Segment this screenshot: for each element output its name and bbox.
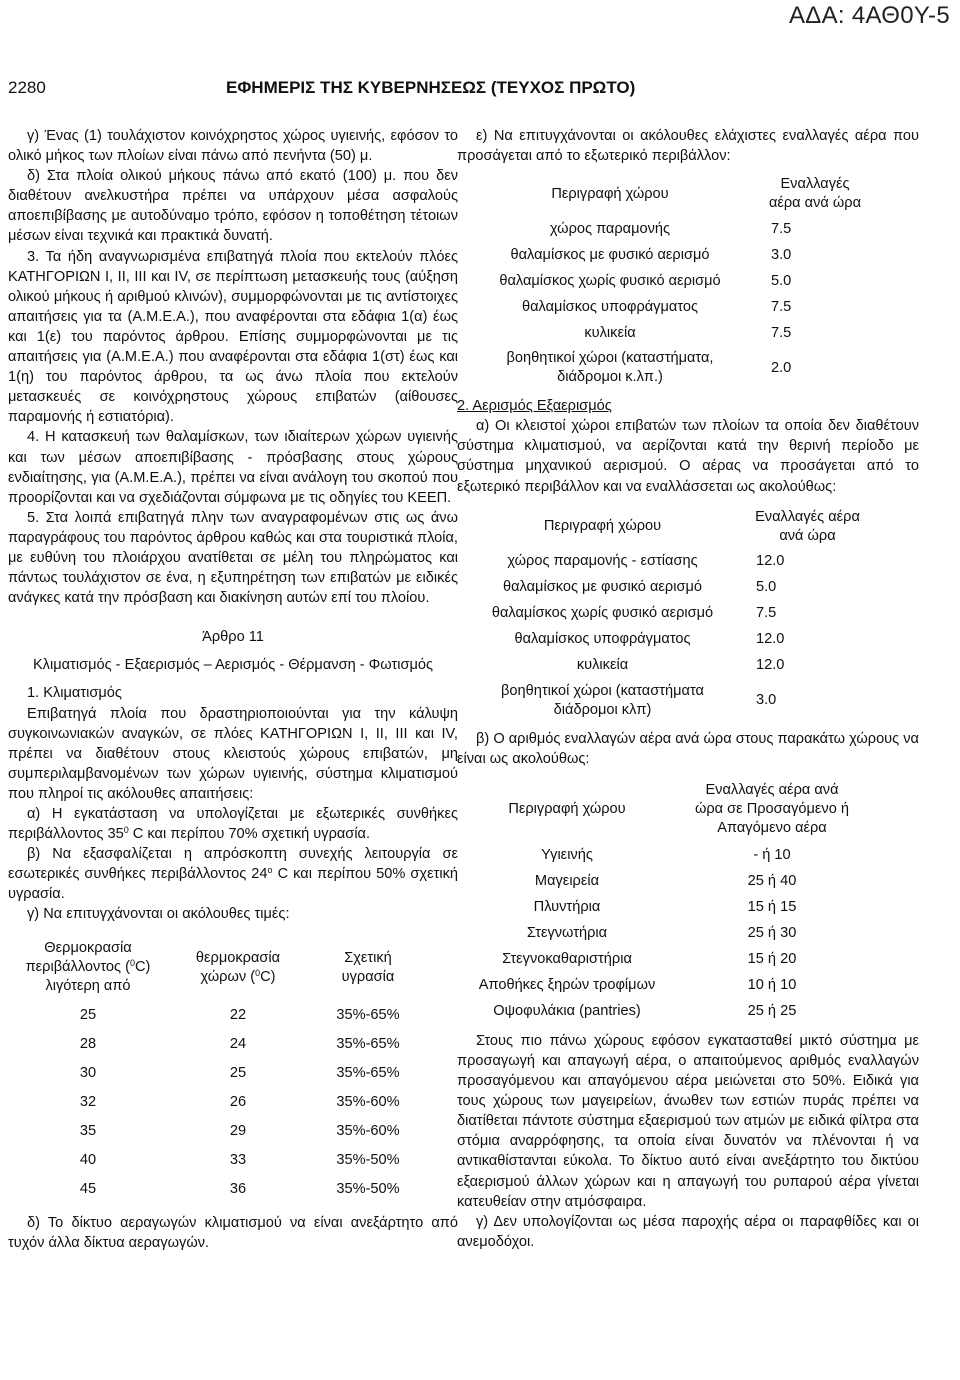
temperature-table (8, 935, 428, 1204)
table-row: 35 29 35%-60% (79, 1122, 400, 1139)
header-exchanges: Εναλλαγές αέρα ανά ώρα σε Προσαγόμενο ή Απαγόμενο αέρα (694, 782, 850, 837)
table-row: Αποθήκες ξηρών τροφίμων 10 ή 10 (478, 977, 797, 994)
section-1-heading: 1. Κλιματισμός (27, 685, 122, 702)
header-space-temp: θερμοκρασία χώρων ($^0$C) (195, 949, 281, 985)
table-row: θαλαμίσκος χωρίς φυσικό αερισμό 5.0 (499, 272, 792, 289)
header-space: Περιγραφή χώρου (508, 801, 626, 818)
table-row: 28 24 35%-65% (79, 1035, 400, 1052)
air-exchange-table-1 (465, 172, 875, 390)
right-column (457, 126, 919, 1252)
header-humidity: Σχετική υγρασία (341, 949, 395, 985)
table-row: θαλαμίσκος με φυσικό αερισμό 5.0 (502, 579, 777, 596)
table-row: βοηθητικοί χώροι (καταστήματα διάδρομοι κλπ) 3.0 (501, 682, 777, 718)
table-row: Στεγνοκαθαριστήρια 15 ή 20 (502, 951, 797, 968)
clause-e: ε) Να επιτυγχάνονται οι ακόλουθες ελάχιστες εναλλαγές αέρα που προσάγεται από το εξωτερικό περιβάλλον: (457, 128, 919, 165)
table-row: Πλυντήρια 15 ή 15 (533, 899, 797, 916)
table-row: θαλαμίσκος με φυσικό αερισμό 3.0 (510, 246, 792, 263)
table-row: θαλαμίσκος χωρίς φυσικό αερισμό 7.5 (491, 605, 777, 622)
table-row: θαλαμίσκος υποφράγματος 12.0 (514, 631, 785, 648)
section-2-heading: 2. Αερισμός Εξαερισμός (457, 398, 612, 415)
page-header (8, 78, 948, 106)
table-row: χώρος παραμονής 7.5 (549, 220, 792, 237)
article-subtitle: Κλιματισμός - Εξαερισμός – Αερισμός - Θέρμανση - Φωτισμός (32, 657, 434, 674)
table-row: 30 25 35%-65% (79, 1064, 400, 1081)
table-row: βοηθητικοί χώροι (καταστήματα, διάδρομοι κ.λπ.) 2.0 (506, 350, 792, 386)
section-1-text: Επιβατηγά πλοία που δραστηριοποιούνται για την κάλυψη συγκοινωνιακών αναγκών, σε πλόες ΚΑΤΗΓΟΡΙΩΝ I, II, III και IV, πρέπει να διαθέτουν στους κλειστούς χώρους επιβατών, μη συμπεριλαμβανομένων των χώρων υγιεινής, σύστημα κλιματισμού που πληροί τις ακόλουθες απαιτήσεις: (8, 705, 458, 802)
air-exchange-table-3 (457, 777, 867, 1025)
table-row: 45 36 35%-50% (79, 1180, 400, 1197)
table-row: κυλικεία 7.5 (584, 324, 792, 341)
clause-b: β) Να εξασφαλίζεται η απρόσκοπτη συνεχής λειτουργία σε εσωτερικές συνθήκες περιβάλλοντος $24^o$ C και περίπου 50% σχετική υγρασία. (8, 846, 458, 903)
header-space: Περιγραφή χώρου (551, 185, 669, 202)
table-row: Στεγνωτήρια 25 ή 30 (526, 925, 797, 942)
gazette-title: ΕΦΗΜΕΡΙΣ ΤΗΣ ΚΥΒΕΡΝΗΣΕΩΣ (ΤΕΥΧΟΣ ΠΡΩΤΟ) (226, 78, 636, 97)
paragraph-d: δ) Στα πλοία ολικού μήκους πάνω από εκατό (100) μ. που δεν διαθέτουν ανελκυστήρα πρέπει να υπάρχουν μέσα ασφαλούς αποεπιβίβασης με αυτοδύναμο τρόπο, εφόσον η τοποθέτηση τέτοιων μέσων είναι τεχνικά και πρακτικά δυνατή. (8, 168, 458, 245)
header-exchanges: Εναλλαγές αέρα ανά ώρα (755, 508, 860, 544)
closing-paragraph: Στους πιο πάνω χώρους εφόσον εγκατασταθεί μικτό σύστημα με προσαγωγή και απαγωγή αέρα, ο απαιτούμενος αριθμός εναλλαγών προσαγόμενου και απαγόμενου αέρα μειώνεται στο 50%. Ειδικά για τους χώρους των μαγειρείων, άνωθεν των εστιών πυράς πρέπει να διατίθεται πάντοτε σύστημα εξαερισμού των ατμών με ειδικά φίλτρα στα στόμια αναρρόφησης, τα οποία είναι δυνατόν να πλένονται ή να αντικαθίστανται εύκολα. Το δίκτυο αυτό είναι ανεξάρτητο του δικτύου εξαερισμού άλλων χώρων και η απαγωγή του ρυπαρού αέρα γίνεται κατευθείαν στην ατμόσφαιρα. (457, 1032, 919, 1210)
table-row: θαλαμίσκος υποφράγματος 7.5 (521, 298, 792, 315)
paragraph-4: 4. Η κατασκευή των θαλαμίσκων, των ιδιαίτερων χώρων υγιεινής και των μέσων αποεπιβίβασης - πρόσβασης στους χώρους ενδιαίτησης, για (Α.Μ.Ε.Α.), πρέπει να είναι ανάλογη του σκοπού που προορίζονται και να σχεδιάζονται σύμφωνα με τις οδηγίες του ΚΕΕΠ. (8, 429, 458, 506)
table-header-row (465, 505, 875, 549)
header-exchanges: Εναλλαγές αέρα ανά ώρα (768, 176, 862, 212)
table-row: 32 26 35%-60% (79, 1093, 400, 1110)
table-header-row (457, 777, 867, 843)
paragraph-5: 5. Στα λοιπά επιβατηγά πλην των αναγραφομένων στις ως άνω παραγράφους του παρόντος άρθρου καθώς και στα τουριστικά πλοία, με ευθύνη του πλοιάρχου ανατίθεται σε μέλη του πληρώματος και πάντως τουλάχιστον σε ένα, η εξυπηρέτηση των επιβατών με ειδικές ανάγκες κατά την πρόσβαση και διακίνηση αυτών επί του πλοίου. (8, 509, 458, 607)
table-header-row (465, 172, 875, 216)
table-row: χώρος παραμονής - εστίασης 12.0 (507, 553, 785, 570)
clause-d: δ) Το δίκτυο αεραγωγών κλιματισμού να είναι ανεξάρτητο από τυχόν άλλα δίκτυα αεραγωγών. (8, 1214, 458, 1251)
ada-label: ΑΔΑ: 4ΑΘ0Υ-5 (788, 2, 950, 29)
article-title: Άρθρο 11 (202, 629, 264, 646)
table-row: 40 33 35%-50% (79, 1151, 400, 1168)
section-2-clause-b: β) Ο αριθμός εναλλαγών αέρα ανά ώρα στους παρακάτω χώρους να είναι ως ακολούθως: (457, 730, 919, 767)
table-row: Μαγειρεία 25 ή 40 (534, 873, 797, 890)
table-header-row (8, 935, 428, 1001)
header-space: Περιγραφή χώρου (543, 518, 662, 535)
clause-a: α) Η εγκατάσταση να υπολογίζεται με εξωτερικές συνθήκες περιβάλλοντος $35^0$ C και περίπου 70% σχετική υγρασία. (8, 806, 458, 843)
table-row: Υγιεινής - ή 10 (541, 847, 791, 864)
left-column (8, 126, 458, 1253)
section-2-clause-a: α) Οι κλειστοί χώροι επιβατών των πλοίων τα οποία δεν διαθέτουν σύστημα κλιματισμού, να αερίζονται κατά την θερινή περίοδο με σύστημα μηχανικού αερισμού. Ο αέρας να προσάγεται από το εξωτερικό περιβάλλον και να εναλλάσσεται ως ακολούθως: (457, 418, 919, 495)
table-row: 25 22 35%-65% (79, 1006, 400, 1023)
page-number: 2280 (8, 78, 46, 97)
table-row: κυλικεία 12.0 (576, 657, 785, 674)
paragraph-c: γ) Ένας (1) τουλάχιστον κοινόχρηστος χώρος υγιεινής, εφόσον το ολικό μήκος των πλοίων είναι πάνω από πενήντα (50) μ. (8, 128, 458, 165)
table-row: Οψοφυλάκια (pantries) 25 ή 25 (493, 1003, 797, 1020)
paragraph-3: 3. Τα ήδη αναγνωρισμένα επιβατηγά πλοία που εκτελούν πλόες ΚΑΤΗΓΟΡΙΩΝ I, II, III και IV, σε περίπτωση μετασκευής τους (αύξηση ολικού μήκους ή αριθμού κλινών), συμμορφώνονται με τις αντίστοιχες απαιτήσεις για τα (Α.Μ.Ε.Α.), που αναφέρονται στα εδάφια 1(α) έως και 1(ε) του παρόντος άρθρου. Επίσης συμμορφώνονται με τις απαιτήσεις για (Α.Μ.Ε.Α.) που αναφέρονται στα εδάφια 1(στ) έως και 1(η) του παρόντος άρθρου, τα ως άνω πλοία που εκτελούν μετασκευές σε κοινόχρηστους χώρους επιβατών (αίθουσες παραμονής ή εστιατόρια). (8, 248, 458, 426)
section-2-clause-c: γ) Δεν υπολογίζονται ως μέσα παροχής αέρα οι παραφθίδες και οι ανεμοδόχοι. (457, 1213, 919, 1250)
air-exchange-table-2 (465, 505, 875, 723)
clause-c: γ) Να επιτυγχάνονται οι ακόλουθες τιμές: (27, 906, 290, 923)
header-ambient-temp: Θερμοκρασία περιβάλλοντος ($^0$C) λιγότερη από (25, 940, 151, 995)
